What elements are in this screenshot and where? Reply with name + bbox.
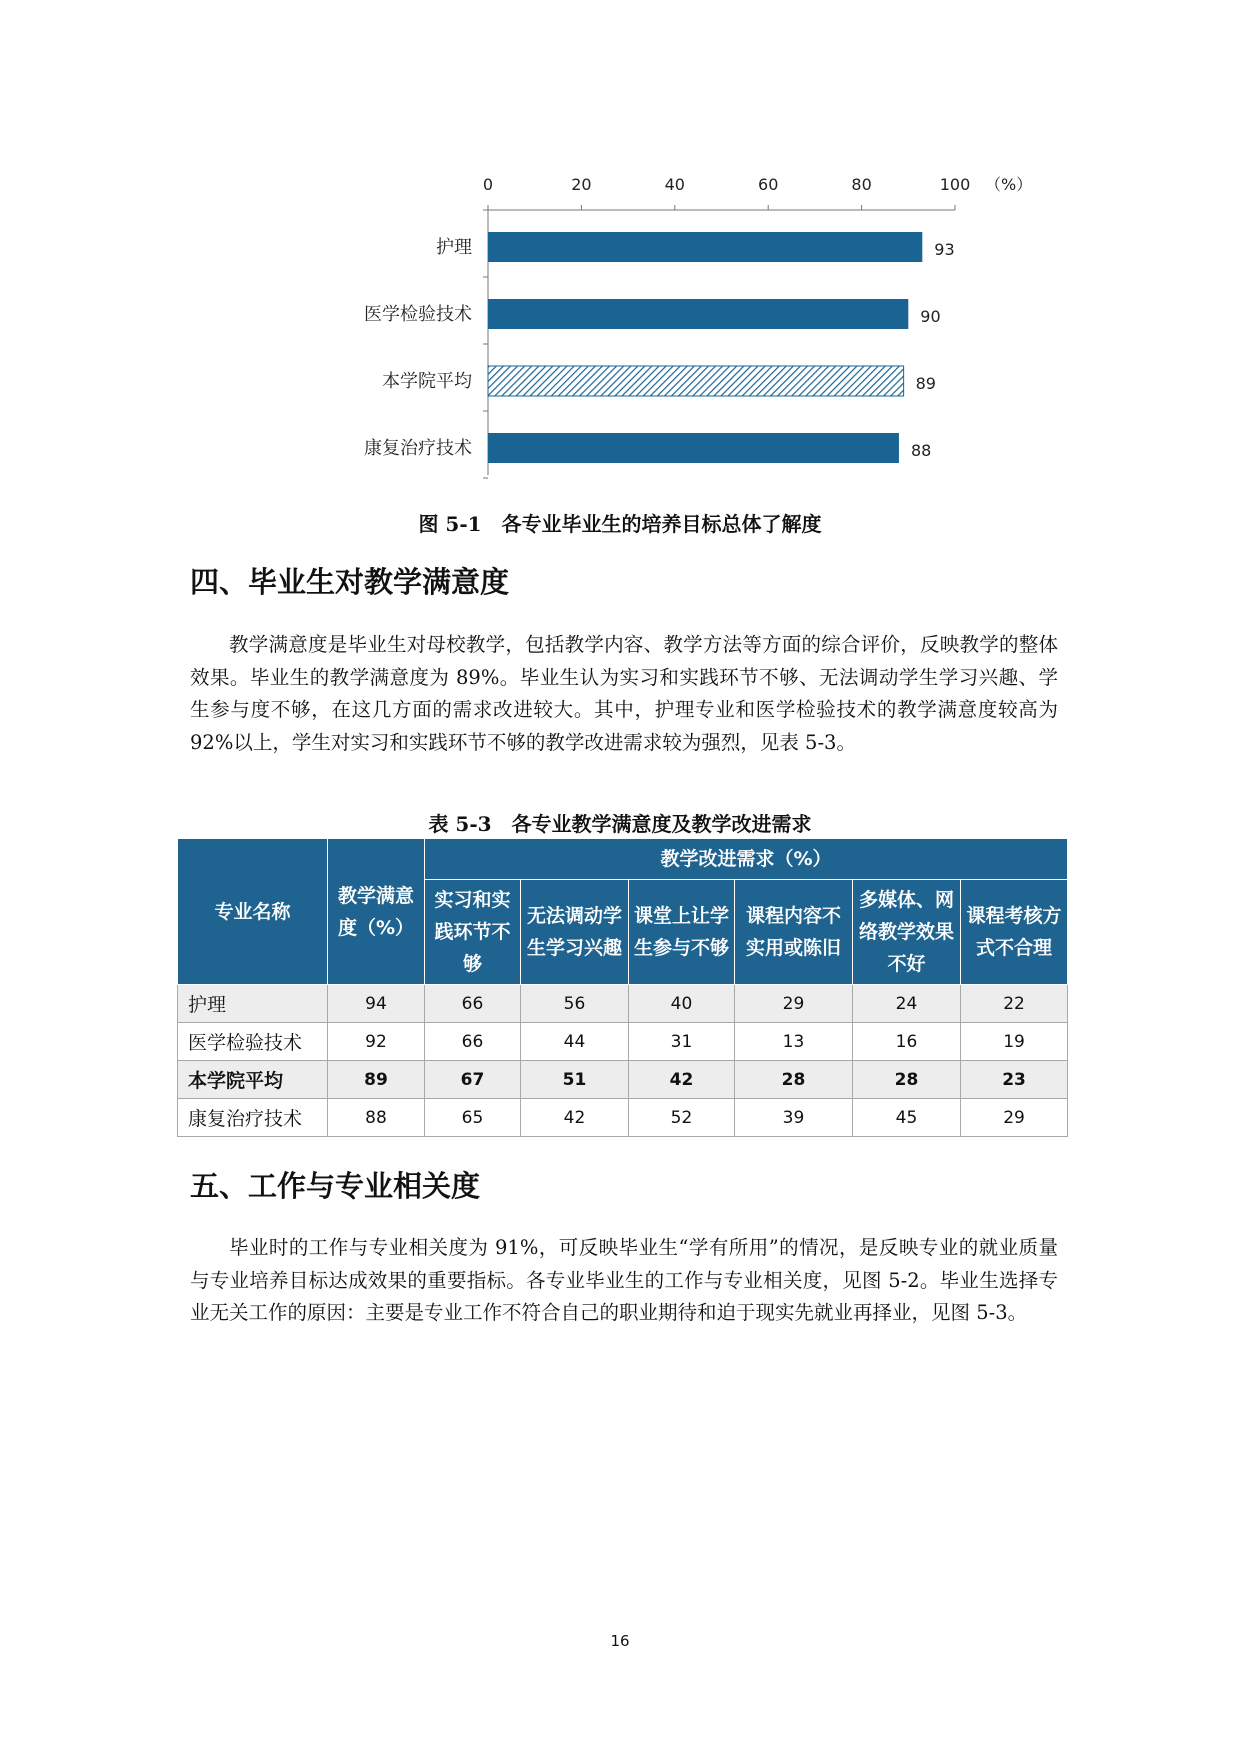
table-cell: 24 (853, 985, 961, 1023)
table-cell: 医学检验技术 (178, 1023, 328, 1061)
table-cell: 40 (629, 985, 735, 1023)
bar-chart (340, 168, 1060, 488)
table-cell: 13 (735, 1023, 853, 1061)
table-cell: 39 (735, 1099, 853, 1137)
table-cell: 护理 (178, 985, 328, 1023)
table-cell: 28 (735, 1061, 853, 1099)
section-paragraph-teaching-satisfaction: 教学满意度是毕业生对母校教学，包括教学内容、教学方法等方面的综合评价，反映教学的整体效果。毕业生的教学满意度为 89%。毕业生认为实习和实践环节不够、无法调动学生学习兴趣、学生参与度不够，在这几方面的需求改进较大。其中，护理专业和医学检验技术的教学满意度较高为 92%以上，学生对实习和实践环节不够的教学改进需求较为强烈，见表 5-3。 (190, 633, 1058, 754)
x-tick-label: 60 (758, 175, 779, 194)
x-tick-label: 80 (851, 175, 872, 194)
header-sub: 多媒体、网络教学效果不好 (853, 880, 961, 985)
table-cell: 29 (735, 985, 853, 1023)
section-paragraph-job-relevance: 毕业时的工作与专业相关度为 91%，可反映毕业生“学有所用”的情况，是反映专业的就业质量与专业培养目标达成效果的重要指标。各专业毕业生的工作与专业相关度，见图 5-2。毕业生选择专业无关工作的原因：主要是专业工作不符合自己的职业期待和迫于现实先就业再择业，见图 5-3。 (190, 1236, 1058, 1324)
table-cell: 本学院平均 (178, 1061, 328, 1099)
table-cell: 65 (425, 1099, 521, 1137)
table-cell: 88 (328, 1099, 425, 1137)
table-cell: 94 (328, 985, 425, 1023)
data-label: 88 (910, 441, 932, 460)
data-label: 93 (934, 240, 955, 259)
category-label: 康复治疗技术 (364, 438, 472, 459)
table-cell: 22 (961, 985, 1068, 1023)
table-cell: 66 (425, 1023, 521, 1061)
table-cell: 89 (328, 1061, 425, 1099)
header-sub: 实习和实践环节不够 (425, 880, 521, 985)
bar (488, 366, 904, 396)
section-heading-job-relevance: 五、工作与专业相关度 (190, 1169, 481, 1203)
category-label: 本学院平均 (382, 371, 472, 392)
data-label: 90 (920, 307, 941, 326)
figure-caption: 图 5-1 各专业毕业生的培养目标总体了解度 (418, 512, 822, 536)
bar (488, 232, 922, 262)
table-cell: 19 (961, 1023, 1068, 1061)
table-cell: 31 (629, 1023, 735, 1061)
table-cell: 52 (629, 1099, 735, 1137)
table-cell: 16 (853, 1023, 961, 1061)
header-sub: 课程考核方式不合理 (961, 880, 1068, 985)
header-improvement-needs: 教学改进需求（%） (425, 839, 1068, 880)
table-cell: 51 (521, 1061, 629, 1099)
table-cell: 29 (961, 1099, 1068, 1137)
bar (488, 433, 899, 463)
bar (488, 299, 908, 329)
table-cell: 45 (853, 1099, 961, 1137)
table-cell: 67 (425, 1061, 521, 1099)
section-heading-teaching-satisfaction: 四、毕业生对教学满意度 (190, 565, 510, 599)
table-cell: 42 (629, 1061, 735, 1099)
table-row-average (178, 1061, 1068, 1099)
header-sub: 课堂上让学生参与不够 (629, 880, 735, 985)
category-label: 护理 (436, 237, 472, 258)
table-row (178, 1023, 1068, 1061)
table-cell: 康复治疗技术 (178, 1099, 328, 1137)
table-cell: 44 (521, 1023, 629, 1061)
table-cell: 23 (961, 1061, 1068, 1099)
header-sub: 无法调动学生学习兴趣 (521, 880, 629, 985)
table-caption: 表 5-3 各专业教学满意度及教学改进需求 (428, 812, 812, 836)
data-label: 89 (915, 374, 936, 393)
table-cell: 66 (425, 985, 521, 1023)
header-satisfaction: 教学满意度（%） (328, 839, 425, 985)
x-tick-label: 20 (571, 175, 592, 194)
x-tick-label: 40 (664, 175, 685, 194)
table-cell: 92 (328, 1023, 425, 1061)
table-row (178, 985, 1068, 1023)
header-sub: 课程内容不实用或陈旧 (735, 880, 853, 985)
x-tick-label: 0 (482, 175, 494, 194)
table-cell: 42 (521, 1099, 629, 1137)
table-cell: 56 (521, 985, 629, 1023)
table-cell: 28 (853, 1061, 961, 1099)
category-label: 医学检验技术 (364, 304, 472, 325)
table-row (178, 1099, 1068, 1137)
x-tick-label: 100 (939, 175, 971, 194)
page-number: 16 (610, 1632, 630, 1650)
x-unit-label: （%） (985, 175, 1033, 194)
header-major-name: 专业名称 (178, 839, 328, 985)
satisfaction-table (177, 838, 1068, 1137)
